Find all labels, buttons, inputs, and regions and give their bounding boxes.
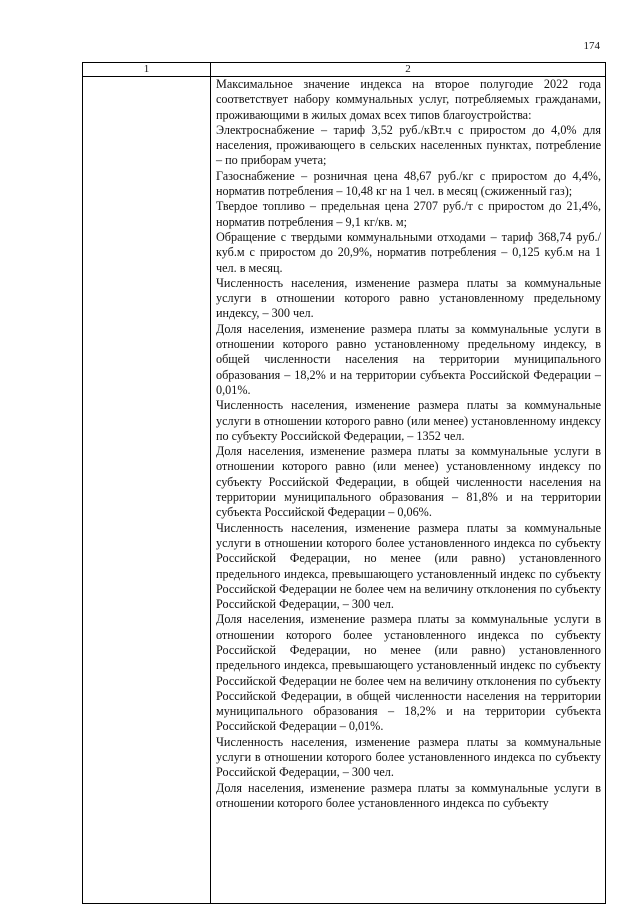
paragraph-population-less: Численность населения, изменение размера платы за коммунальные услуги в отношении которого равно (или менее) установленному индексу по субъекту Российской Федерации, – 1352 чел. xyxy=(216,398,601,443)
column-header-2: 2 xyxy=(211,63,606,77)
paragraph-solid-fuel: Твердое топливо – предельная цена 2707 руб./т с приростом до 21,4%, норматив потребления – 9,1 кг/кв. м; xyxy=(216,199,601,229)
paragraph-waste: Обращение с твердыми коммунальными отходами – тариф 368,74 руб./куб.м с приростом до 20,9%, норматив потребления – 0,125 куб.м на 1 чел. в месяц. xyxy=(216,229,601,275)
page-number: 174 xyxy=(583,40,600,52)
paragraph-electricity: Электроснабжение – тариф 3,52 руб./кВт.ч с приростом до 4,0% для населения, проживающего в сельских населенных пунктах, потребление – по приборам учета; xyxy=(216,122,601,168)
column2-cell xyxy=(211,77,606,904)
column-header-1: 1 xyxy=(83,63,211,77)
table-row xyxy=(83,77,606,904)
paragraph-population-equal: Численность населения, изменение размера платы за коммунальные услуги в отношении которого равно установленному предельному индексу, – 300 чел. xyxy=(216,275,601,321)
paragraph-share-between: Доля населения, изменение размера платы за коммунальные услуги в отношении которого более установленного индекса по субъекту Российской Федерации, но менее (или равно) установленного предельного индекса, превышающего установленный индекс по субъекту Российской Федерации не более чем на величину отклонения по субъекту Российской Федерации, в общей численности населения на территории муниципального образования – 18,2% и на территории субъекта Российской Федерации – 0,01%. xyxy=(216,612,601,734)
paragraph-population-more: Численность населения, изменение размера платы за коммунальные услуги в отношении которого более установленного индекса по субъекту Российской Федерации, – 300 чел. xyxy=(216,734,601,780)
table-header-row xyxy=(83,63,606,77)
column1-cell xyxy=(83,77,211,904)
document-table xyxy=(82,62,606,904)
paragraph-gas: Газоснабжение – розничная цена 48,67 руб./кг с приростом до 4,4%, норматив потребления – 10,48 кг на 1 чел. в месяц (сжиженный газ); xyxy=(216,168,601,199)
paragraph-share-equal: Доля населения, изменение размера платы за коммунальные услуги в отношении которого равно установленному предельному индексу, в общей численности населения на территории муниципального образования – 18,2% и на территории субъекта Российской Федерации – 0,01%. xyxy=(216,321,601,397)
paragraph-population-between: Численность населения, изменение размера платы за коммунальные услуги в отношении которого более установленного индекса по субъекту Российской Федерации, но менее (или равно) установленного предельного индекса, превышающего установленный индекс по субъекту Российской Федерации не более чем на величину отклонения по субъекту Российской Федерации, – 300 чел. xyxy=(216,520,601,612)
paragraph-index-set: Максимальное значение индекса на второе полугодие 2022 года соответствует набору коммунальных услуг, потребляемых гражданами, проживающими в жилых домах всех типов благоустройства: xyxy=(216,77,601,122)
paragraph-share-less: Доля населения, изменение размера платы за коммунальные услуги в отношении которого равно (или менее) установленному индексу по субъекту Российской Федерации, в общей численности населения на территории муниципального образования – 81,8% и на территории субъекта Российской Федерации – 0,06%. xyxy=(216,444,601,520)
paragraph-share-more: Доля населения, изменение размера платы за коммунальные услуги в отношении которого более установленного индекса по субъекту xyxy=(216,780,601,810)
